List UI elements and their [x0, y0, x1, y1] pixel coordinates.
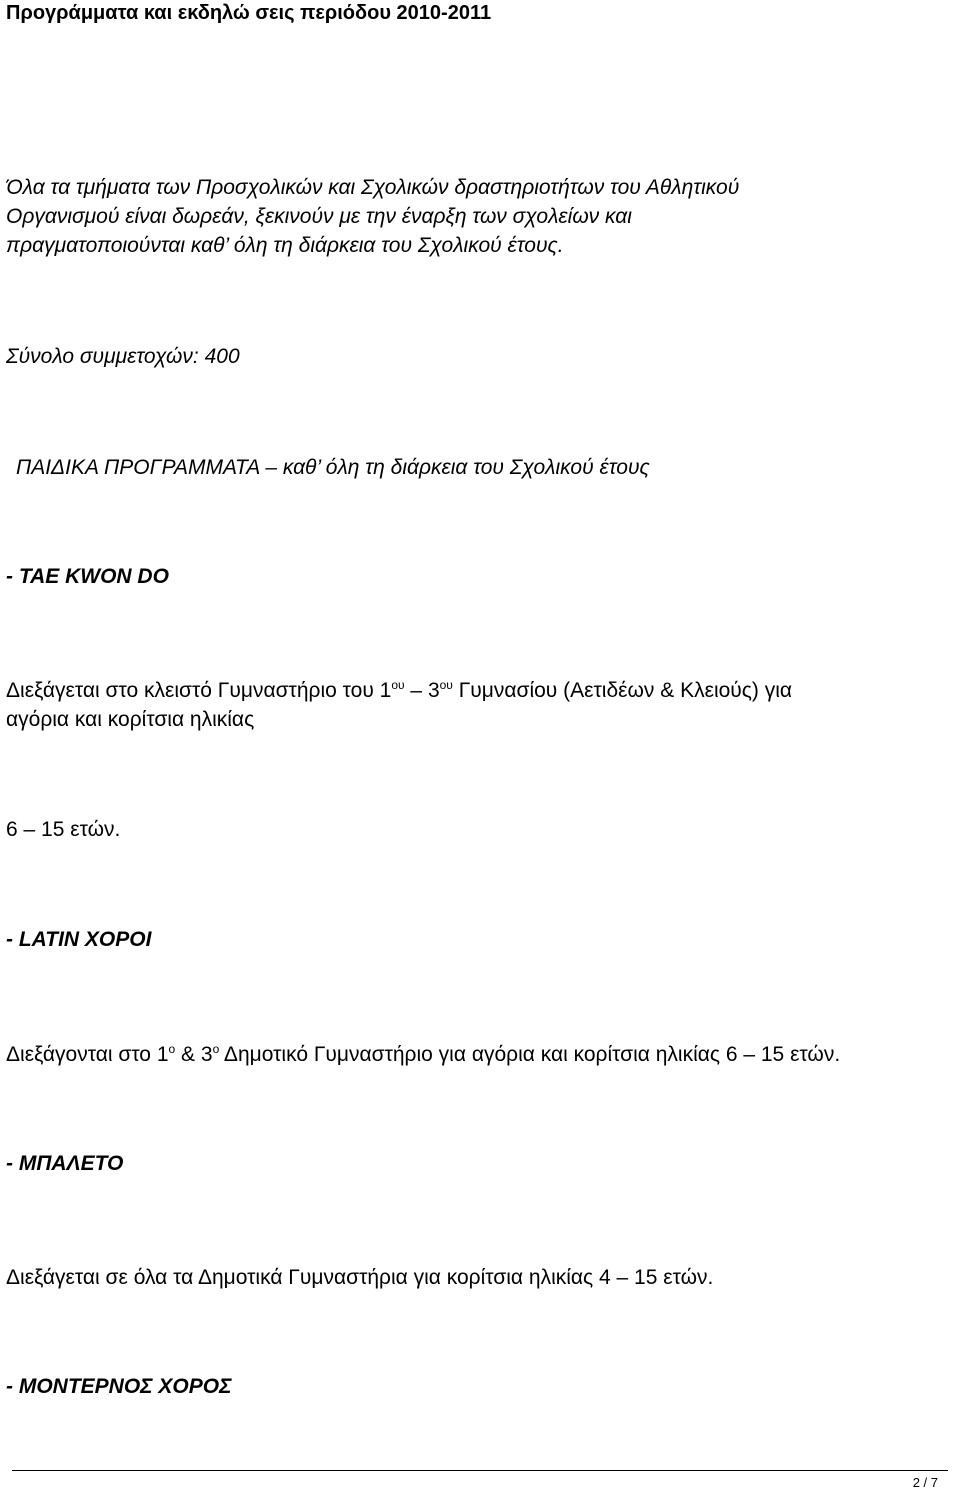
desc-text: Διεξάγονται στο 1 — [6, 1043, 169, 1066]
desc-text: Διεξάγεται στο κλειστό Γυμναστήριο του 1 — [6, 679, 392, 702]
desc-text: & 3 — [175, 1043, 213, 1066]
ballet-description: Διεξάγεται σε όλα τα Δημοτικά Γυμναστήρια για κορίτσια ηλικίας 4 – 15 ετών. — [6, 1266, 714, 1289]
desc-text: Δημοτικό Γυμναστήριο για αγόρια και κορίτσια ηλικίας 6 – 15 ετών. — [219, 1043, 841, 1066]
total-participations — [6, 342, 240, 371]
ordinal-suffix: ου — [391, 678, 405, 692]
taekwondo-ages: 6 – 15 ετών. — [6, 818, 121, 841]
kids-programs-heading: ΠΑΙΔΙΚΑ ΠΡΟΓΡΑΜΜΑΤΑ – καθ’ όλη τη διάρκεια του Σχολικού έτους — [16, 456, 650, 479]
intro-paragraph — [6, 173, 739, 260]
ordinal-suffix: ο — [168, 1042, 176, 1056]
modern-dance-heading: - ΜΟΝΤΕΡΝΟΣ ΧΟΡΟΣ — [6, 1375, 232, 1398]
taekwondo-description — [6, 676, 792, 734]
ballet-heading: - ΜΠΑΛΕΤΟ — [6, 1152, 124, 1175]
intro-line: Όλα τα τμήματα των Προσχολικών και Σχολικών δραστηριοτήτων του Αθλητικού — [6, 176, 740, 199]
desc-text: – 3 — [404, 679, 440, 702]
latin-heading: - LATIN ΧΟΡΟΙ — [6, 928, 152, 951]
page-title: Προγράμματα και εκδηλώ σεις περιόδου 2010-2011 — [6, 2, 492, 24]
page-number: 2 / 7 — [912, 1475, 938, 1490]
ordinal-suffix: ο — [212, 1042, 220, 1056]
desc-text: Γυμνασίου (Αετιδέων & Κλειούς) για — [452, 679, 793, 702]
total-value: 400 — [204, 345, 240, 368]
intro-line: πραγματοποιούνται καθ’ όλη τη διάρκεια του Σχολικού έτους. — [6, 234, 564, 257]
taekwondo-heading: - TAE KWON DO — [6, 565, 169, 588]
intro-line: Οργανισμού είναι δωρεάν, ξεκινούν με την έναρξη των σχολείων και — [6, 205, 632, 228]
latin-description — [6, 1040, 840, 1069]
taekwondo-desc-line — [6, 676, 792, 705]
footer-divider — [12, 1470, 948, 1471]
ordinal-suffix: ου — [439, 678, 453, 692]
taekwondo-desc-line: αγόρια και κορίτσια ηλικίας — [6, 708, 255, 731]
total-label: Σύνολο συμμετοχών: — [6, 345, 199, 368]
